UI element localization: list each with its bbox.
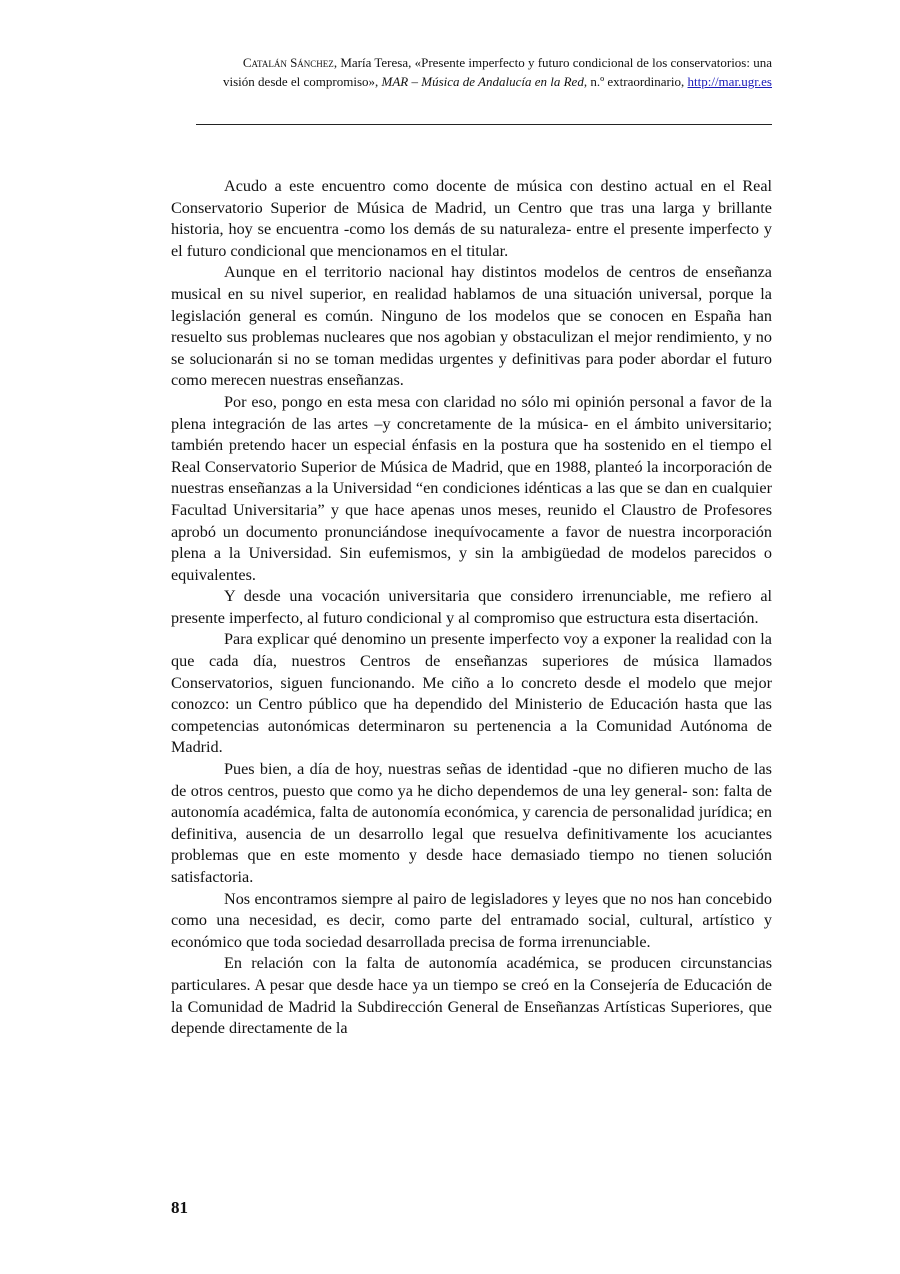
paragraph: Aunque en el territorio nacional hay distintos modelos de centros de enseñanza musical en su nivel superior, en realidad hablamos de una situación universal, porque la legislación general es común. Ninguno de los modelos que se conocen en España han resuelto sus problemas nucleares que nos agobian y obstaculizan el mejor rendimiento, y no se solucionarán si no se toman medidas urgentes y definitivas para poder abordar el futuro como merecen nuestras enseñanzas. <box>171 263 772 390</box>
paragraph: Para explicar qué denomino un presente imperfecto voy a exponer la realidad con la que cada día, nuestros Centros de enseñanzas superiores de música llamados Conservatorios, siguen funcionando. Me ciño a lo concreto desde el modelo que mejor conozco: un Centro público que ha dependido del Ministerio de Educación hasta que las competencias autonómicas determinaron su pertenencia a la Comunidad Autónoma de Madrid. <box>171 630 772 757</box>
citation-header <box>210 53 772 91</box>
journal-title: MAR – Música de Andalucía en la Red <box>381 74 584 89</box>
citation-author: Catalán Sánchez <box>242 55 334 70</box>
paragraph: Pues bien, a día de hoy, nuestras señas de identidad -que no difieren mucho de las de otros centros, puesto que como ya he dicho dependemos de una ley general- son: falta de autonomía académica, falta de autonomía económica, y carencia de personalidad jurídica; en definitiva, ausencia de un desarrollo legal que resuelva definitivamente los acuciantes problemas que en este momento y desde hace demasiado tiempo no tienen solución satisfactoria. <box>171 760 772 886</box>
paragraph: En relación con la falta de autonomía académica, se producen circunstancias particulares. A pesar que desde hace ya un tiempo se creó en la Consejería de Educación de la Comunidad de Madrid la Subdirección General de Enseñanzas Artísticas Superiores, que depende directamente de la <box>171 954 772 1038</box>
citation-issue: , n.º extraordinario, <box>583 74 688 89</box>
paragraph: Y desde una vocación universitaria que considero irrenunciable, me refiero al presente imperfecto, al futuro condicional y al compromiso que estructura esta disertación. <box>171 587 772 627</box>
body-text <box>171 176 772 1040</box>
paragraph: Nos encontramos siempre al pairo de legisladores y leyes que no nos han concebido como una necesidad, es decir, como parte del entramado social, cultural, artístico y económico que toda sociedad desarrollada precisa de forma irrenunciable. <box>171 889 772 951</box>
paragraph: Acudo a este encuentro como docente de música con destino actual en el Real Conservatorio Superior de Música de Madrid, un Centro que tras una larga y brillante historia, hoy se encuentra -como los demás de su naturaleza- entre el presente imperfecto y el futuro condicional que mencionamos en el titular. <box>171 177 772 260</box>
paragraph: Por eso, pongo en esta mesa con claridad no sólo mi opinión personal a favor de la plena integración de las artes –y concretamente de la música- en el ámbito universitario; también pretendo hacer un especial énfasis en la postura que ha sostenido en el tiempo el Real Conservatorio Superior de Música de Madrid, que en 1988, planteó la incorporación de nuestras enseñanzas a la Universidad “en condiciones idénticas a las que se dan en cualquier Facultad Universitaria” y que hace apenas unos meses, reunido el Claustro de Profesores aprobó un documento pronunciándose inequívocamente a favor de nuestra incorporación plena a la Universidad. Sin eufemismos, y sin la ambigüedad de modelos parecidos o equivalentes. <box>171 392 772 584</box>
citation-details: , María Teresa, «Presente imperfecto y futuro condicional de los conservatorios: una visión desde el compromiso», <box>223 55 772 89</box>
page-number: 81 <box>171 1198 188 1217</box>
header-divider <box>196 124 772 125</box>
journal-link[interactable]: http://mar.ugr.es <box>687 74 772 89</box>
